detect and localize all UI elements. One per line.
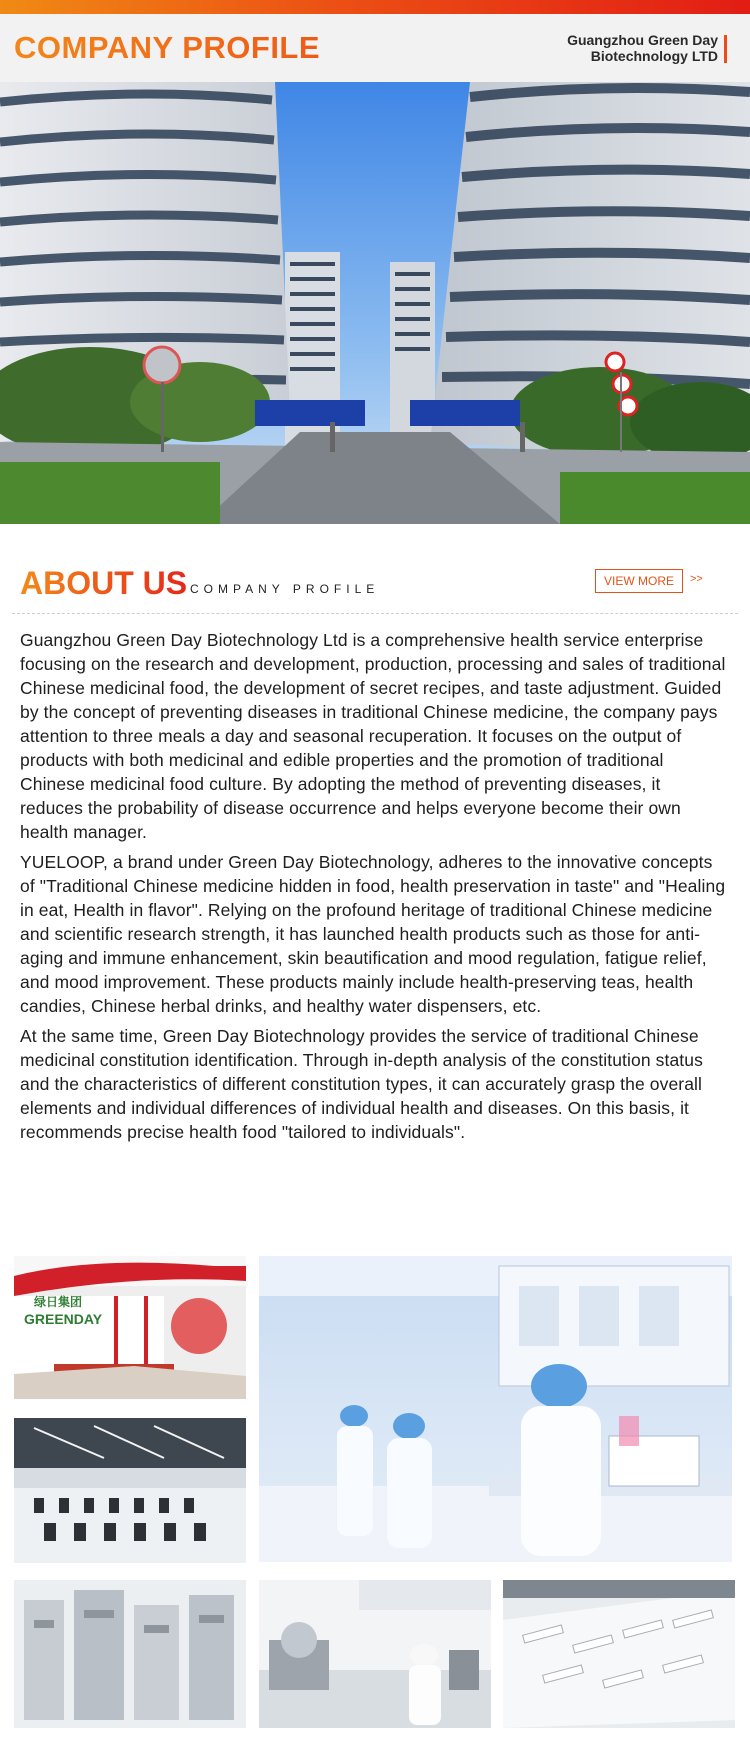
conveyor-photo (503, 1580, 735, 1728)
page-title: COMPANY PROFILE (14, 30, 321, 65)
header-accent-mark (724, 35, 727, 63)
company-name-line2: Biotechnology LTD (590, 48, 718, 64)
lobby-photo (14, 1256, 246, 1399)
top-accent-bar (0, 0, 750, 14)
about-us-heading: ABOUT US (20, 565, 188, 601)
company-description (20, 628, 728, 1150)
packing-machines-photo (14, 1580, 246, 1728)
production-line-photo (259, 1580, 491, 1728)
about-us-subtitle: COMPANY PROFILE (190, 582, 380, 596)
description-paragraph: At the same time, Green Day Biotechnology provides the service of traditional Chinese medicinal constitution identification. Through in-depth analysis of the constitution status and the characteristics of different constitution types, it can accurately grasp the overall elements and individual differences of individual health and diseases. On this basis, it recommends precise health food "tailored to individuals". (20, 1026, 703, 1142)
office-photo (14, 1418, 246, 1563)
description-paragraph: Guangzhou Green Day Biotechnology Ltd is a comprehensive health service enterprise focusing on the research and development, production, processing and sales of traditional Chinese medicinal food, the development of secret recipes, and taste adjustment. Guided by the concept of preventing diseases in traditional Chinese medicine, the company pays attention to three meals a day and seasonal recuperation. It focuses on the output of products with both medicinal and edible properties and the promotion of traditional Chinese medicinal food culture. By adopting the method of preventing diseases, it reduces the probability of disease occurrence and helps everyone become their own health manager. (20, 630, 726, 842)
section-divider (12, 613, 738, 614)
company-name-line1: Guangzhou Green Day (567, 32, 718, 48)
company-name (567, 32, 718, 64)
view-more-arrows[interactable]: >> (690, 573, 703, 585)
lobby-logo: GREENDAY (24, 1311, 103, 1327)
lab-photo-large (259, 1256, 732, 1562)
page-header (0, 14, 750, 82)
lobby-cn-logo: 绿日集团 (34, 1295, 83, 1309)
description-paragraph: YUELOOP, a brand under Green Day Biotechnology, adheres to the innovative concepts of "Traditional Chinese medicine hidden in food, health preservation in taste" and "Healing in eat, Health in flavor". Relying on the profound heritage of traditional Chinese medicine and scientific research strength, it has launched health products such as those for anti-aging and immune enhancement, skin beautification and mood regulation, fatigue relief, and mood improvement. These products mainly include health-preserving teas, health candies, Chinese herbal drinks, and healthy water dispensers, etc. (20, 852, 726, 1016)
hero-building-photo (0, 82, 750, 524)
view-more-button[interactable]: VIEW MORE (595, 569, 683, 593)
